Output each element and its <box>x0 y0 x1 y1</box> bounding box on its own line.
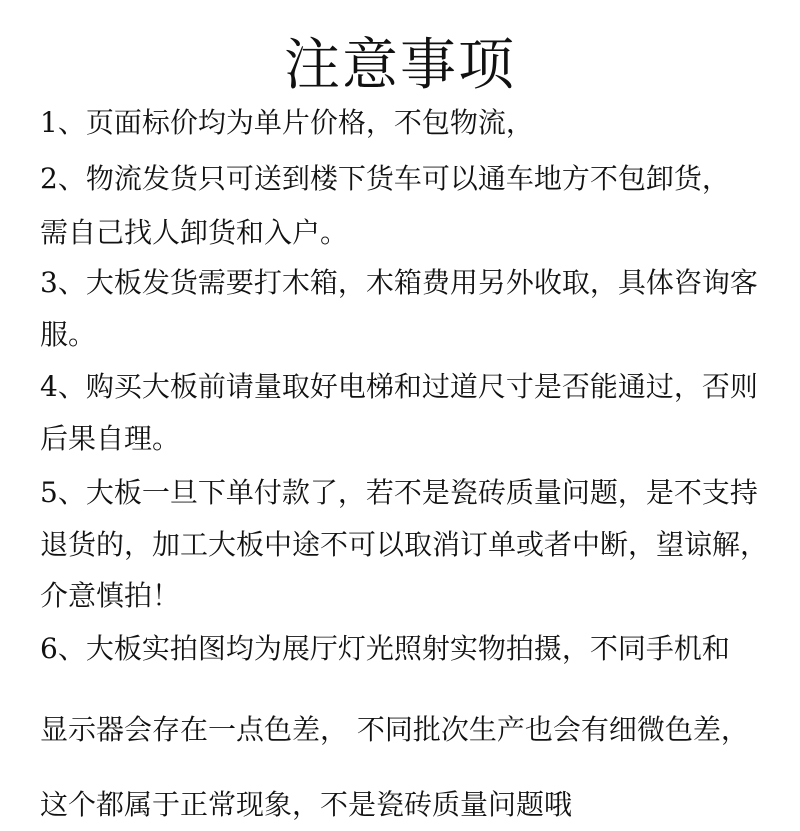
notice-line-5: 5、大板一旦下单付款了，若不是瓷砖质量问题，是不支持 <box>40 476 758 509</box>
notice-line-5-cont: 退货的，加工大板中途不可以取消订单或者中断，望谅解， <box>40 528 769 561</box>
notice-line-6-cont: 显示器会存在一点色差， 不同批次生产也会有细微色差， <box>40 713 749 746</box>
notice-line-1: 1、页面标价均为单片价格，不包物流， <box>40 106 534 139</box>
notice-line-4: 4、购买大板前请量取好电梯和过道尺寸是否能通过，否则 <box>40 370 758 403</box>
notice-line-6-end: 这个都属于正常现象，不是瓷砖质量问题哦 <box>40 788 573 821</box>
notice-line-2-cont: 需自己找人卸货和入户。 <box>40 216 349 249</box>
notice-line-3: 3、大板发货需要打木箱，木箱费用另外收取，具体咨询客 <box>40 266 758 299</box>
notice-line-2: 2、物流发货只可送到楼下货车可以通车地方不包卸货， <box>40 162 730 195</box>
notice-line-6: 6、大板实拍图均为展厅灯光照射实物拍摄，不同手机和 <box>40 632 730 665</box>
notice-line-3-cont: 服。 <box>40 318 97 351</box>
notice-line-5-end: 介意慎拍！ <box>40 579 181 612</box>
page-title: 注意事项 <box>284 33 516 98</box>
notice-line-4-cont: 后果自理。 <box>40 422 181 455</box>
